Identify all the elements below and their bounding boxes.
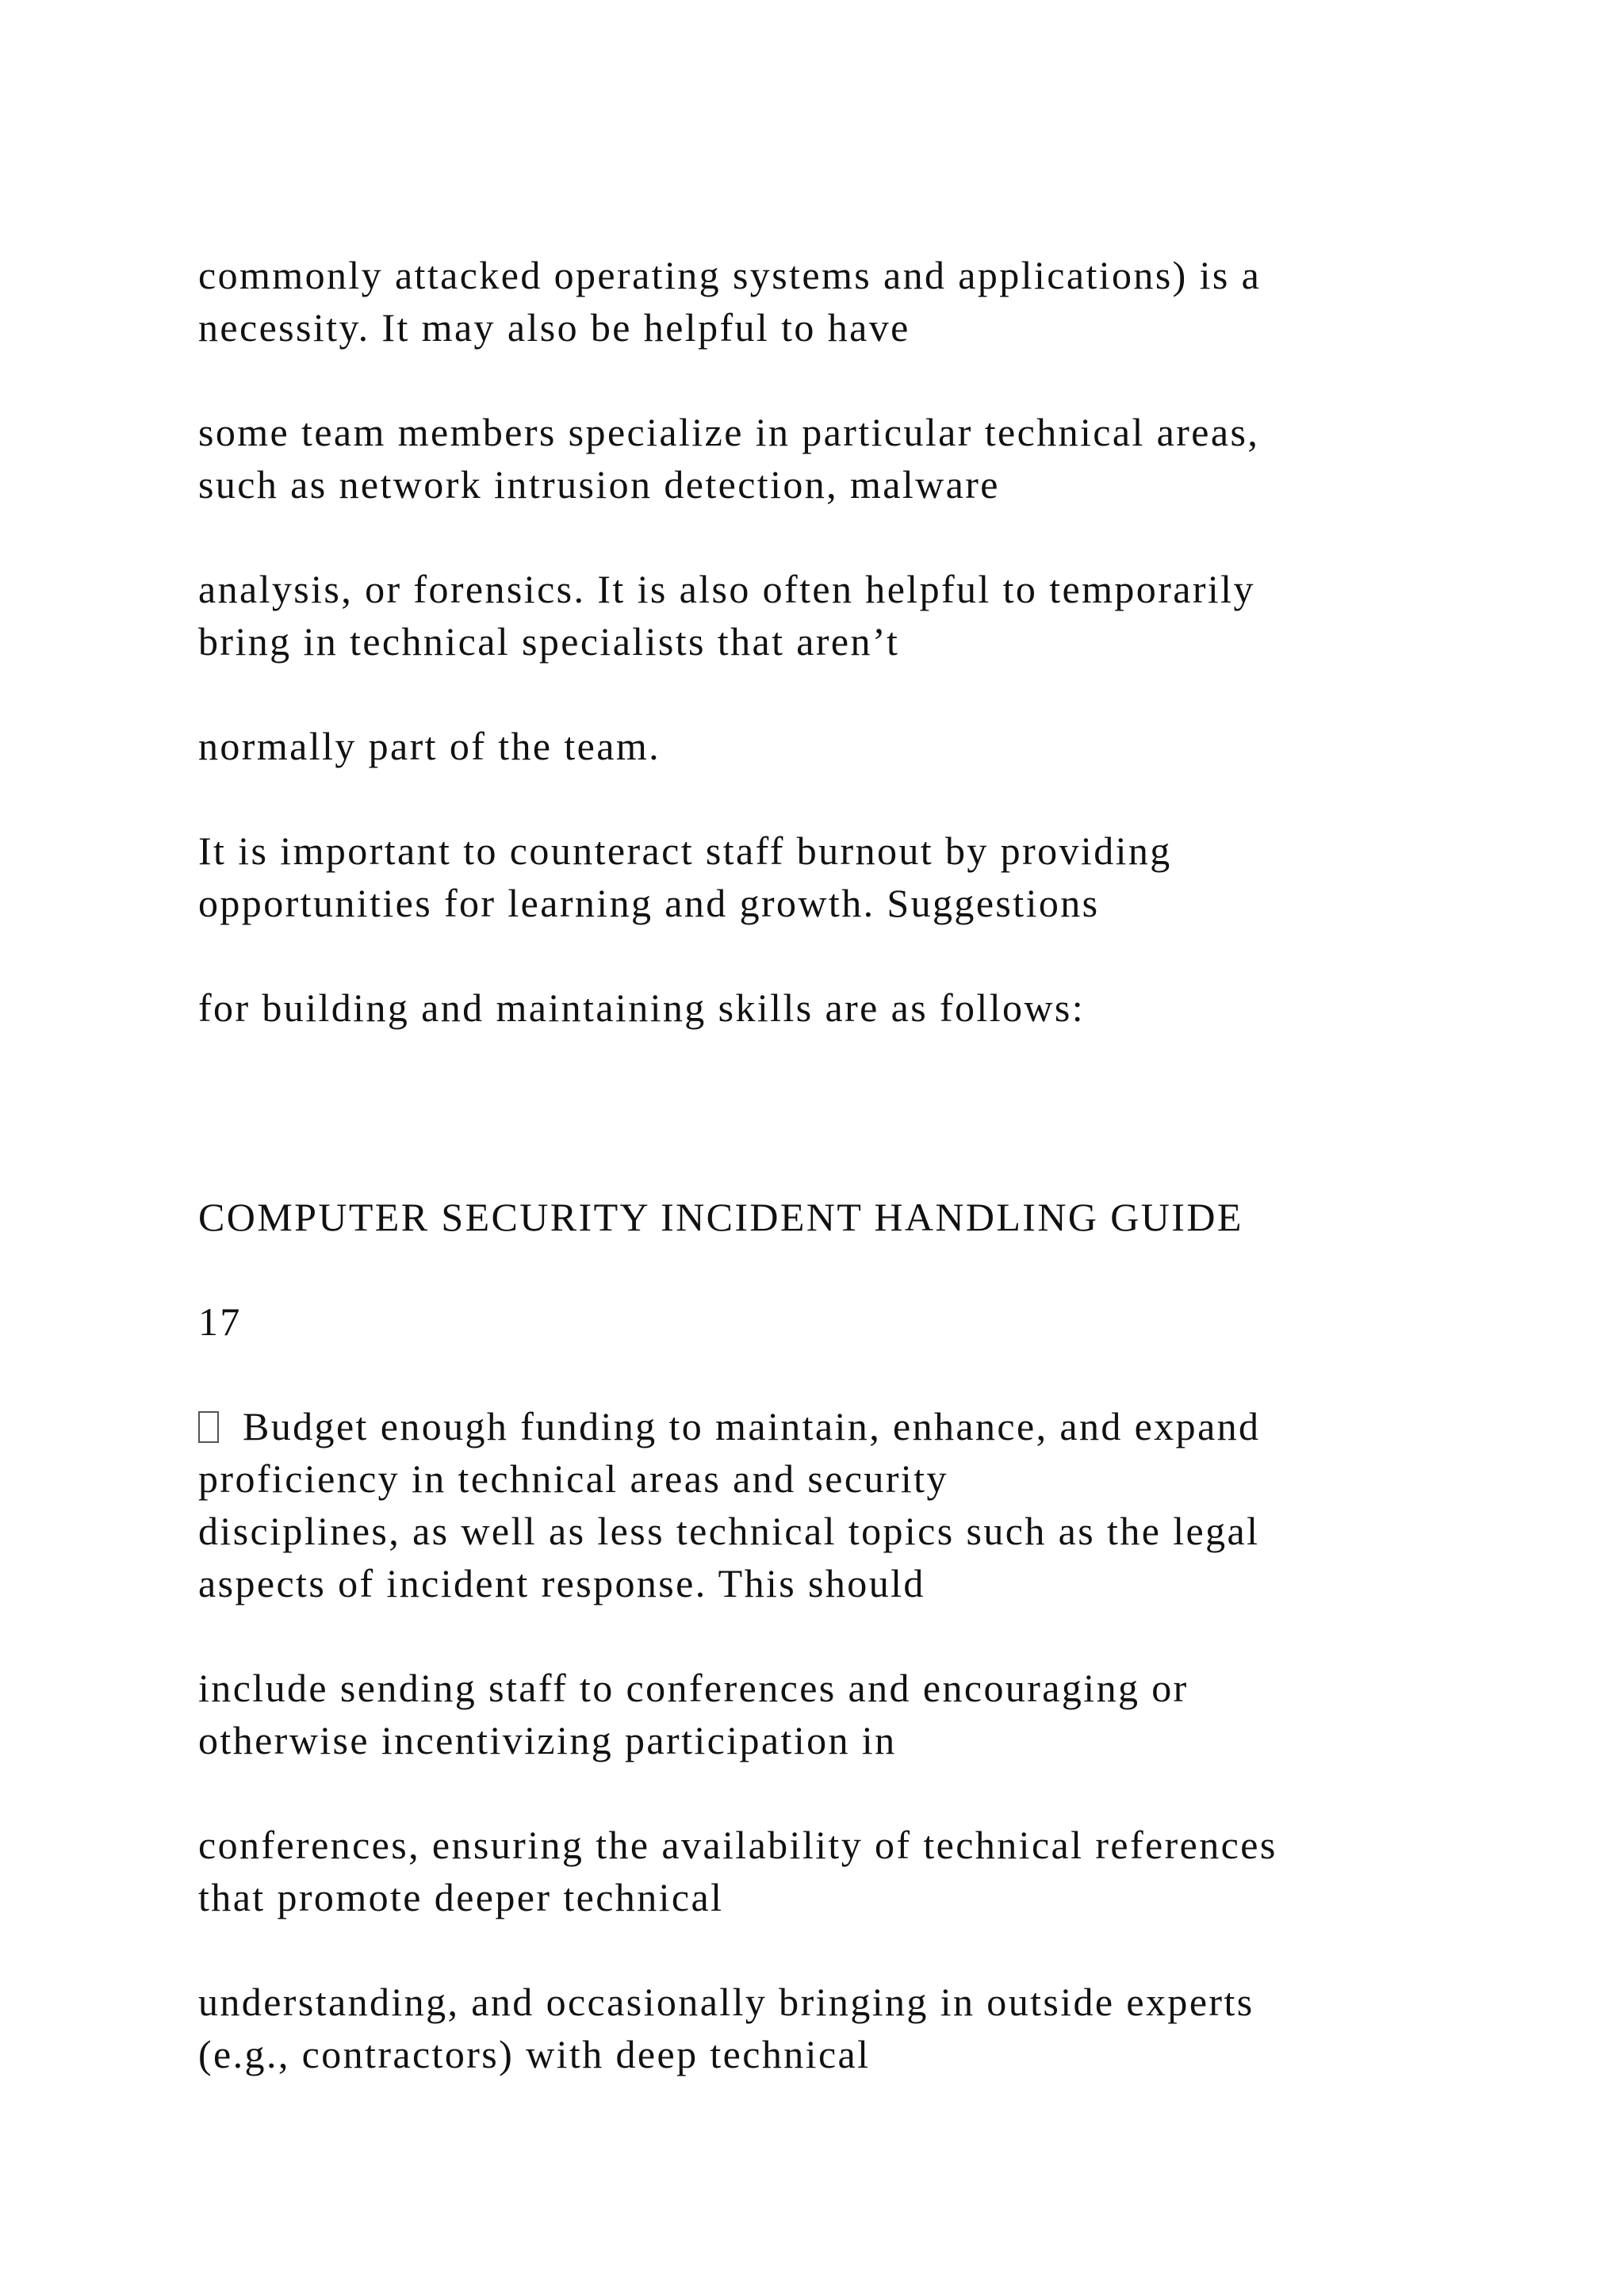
text-line: bring in technical specialists that aren’t	[198, 619, 900, 664]
bullet-text: Budget enough funding to maintain, enhance, and expand	[243, 1404, 1261, 1448]
missing-glyph-box-icon	[198, 1411, 219, 1443]
text-line: understanding, and occasionally bringing in outside experts	[198, 1980, 1254, 2024]
text-line: for building and maintaining skills are as follows:	[198, 985, 1086, 1030]
text-line: disciplines, as well as less technical topics such as the legal	[198, 1509, 1260, 1553]
text-line: opportunities for learning and growth. Suggestions	[198, 881, 1100, 925]
text-line: some team members specialize in particular technical areas,	[198, 410, 1260, 454]
running-header: COMPUTER SECURITY INCIDENT HANDLING GUIDE	[198, 1195, 1243, 1239]
text-line: that promote deeper technical	[198, 1875, 724, 1919]
text-line: (e.g., contractors) with deep technical	[198, 2032, 871, 2076]
text-line: conferences, ensuring the availability of technical references	[198, 1823, 1277, 1867]
text-line: normally part of the team.	[198, 724, 661, 768]
text-line: commonly attacked operating systems and applications) is a	[198, 253, 1262, 297]
text-line: analysis, or forensics. It is also often helpful to temporarily	[198, 567, 1255, 611]
text-line: include sending staff to conferences and encouraging or	[198, 1666, 1189, 1710]
text-line: It is important to counteract staff burnout by providing	[198, 828, 1172, 873]
text-line: necessity. It may also be helpful to have	[198, 305, 910, 350]
text-line: proficiency in technical areas and security	[198, 1456, 948, 1501]
page-number: 17	[198, 1299, 242, 1344]
text-line: otherwise incentivizing participation in	[198, 1718, 897, 1762]
bullet-item-line	[198, 1401, 1260, 1452]
text-line: such as network intrusion detection, malware	[198, 462, 1000, 507]
text-line: aspects of incident response. This should	[198, 1561, 925, 1605]
